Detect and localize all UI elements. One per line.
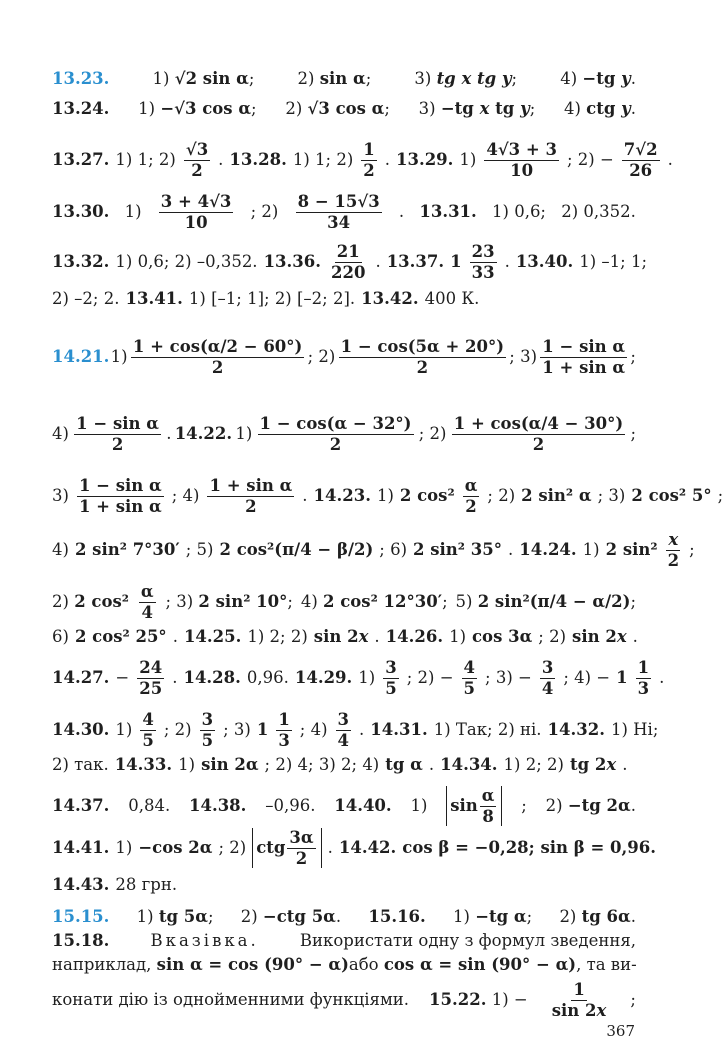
answer-line-1: 13.23. 1) √2 sin α; 2) sin α; 3) tg x tg y; 4) −tg y. bbox=[52, 69, 636, 88]
page-number: 367 bbox=[606, 1022, 635, 1040]
answer-line-12: 6) 2 cos² 25° . 14.25. 1) 2; 2) sin 2x . 14.26. 1) cos 3α ; 2) sin 2x . bbox=[52, 627, 638, 646]
answer-line-13: 14.27. − $\frac{24}{25}$ . 14.28. 0,96. 14.29. 1) $\frac{3}{5}$ ; 2) − $\frac{4}{5}$ ; 3) − $\frac{3}{4}$ ; 4) − 1 $\frac{1}{3}$ . bbox=[52, 657, 665, 698]
answer-line-15: 2) так. 14.33. 1) sin 2α ; 2) 4; 3) 2; 4) tg α . 14.34. 1) 2; 2) tg 2x . bbox=[52, 755, 628, 774]
answer-line-16: 14.37. 0,84. 14.38. –0,96. 14.40. 1) sin $\frac{\alpha}{8}$ ; 2) −tg 2α. bbox=[52, 785, 636, 826]
answer-line-17: 14.41. 1) −cos 2α ; 2) ctg $\frac{3\alpha}{2}$ . 14.42. cos β = −0,28; sin β = 0,96. bbox=[52, 827, 656, 868]
answer-line-18: 14.43. 28 грн. bbox=[52, 875, 178, 894]
answer-line-4: 13.30. 1) $\frac{3 + 4√3}{10}$ ; 2) $\frac{8 - 15√3}{34}$ . 13.31. 1) 0,6; 2) 0,352. bbox=[52, 191, 636, 232]
answer-line-2: 13.24. 1) −√3 cos α; 2) √3 cos α; 3) −tg x tg y; 4) ctg y. bbox=[52, 99, 636, 118]
answer-line-9: 3) $\frac{\text{1 − sin α}}{\text{1 + sin α}}$ ; 4) $\frac{\text{1 + sin α}}{2}$ . 14.23. 1) 2 cos² $\frac{\alpha}{2}$ ; 2) 2 sin² α ; 3) 2 cos² 5° ; bbox=[52, 475, 723, 516]
answer-line-14: 14.30. 1) $\frac{4}{5}$ ; 2) $\frac{3}{5}$ ; 3) 1 $\frac{1}{3}$ ; 4) $\frac{3}{4}$ . 14.31. 1) Так; 2) ні. 14.32. 1) Ні; bbox=[52, 709, 659, 750]
answer-line-19: 15.15. 1) tg 5α; 2) −ctg 5α. 15.16. 1) −tg α; 2) tg 6α. bbox=[52, 907, 636, 926]
answer-line-10: 4) 2 sin² 7°30′ ; 5) 2 cos²(π/4 − β/2) ; 6) 2 sin² 35° . 14.24. 1) 2 sin² $\frac{x}{2}$ ; bbox=[52, 529, 695, 570]
answer-line-3: 13.27. 1) 1; 2) $\frac{√3}{2}$ . 13.28. 1) 1; 2) $\frac{1}{2}$ . 13.29. 1) $\frac{4√3 + 3}{10}$ ; 2) − $\frac{7√2}{26}$ . bbox=[52, 139, 673, 180]
answer-line-6: 2) –2; 2. 13.41. 1) [–1; 1]; 2) [–2; 2]. 13.42. 400 К. bbox=[52, 289, 480, 308]
answer-line-8: 4) $\frac{\text{1 − sin α}}{2}$ . 14.22. 1) $\frac{1 - \cos(\alpha - 32^\circ)}{2}$ ; 2) $\frac{1 + \cos(\alpha/4 - 30^\circ)}{2}$ ; bbox=[52, 413, 636, 454]
answer-line-21: наприклад, sin α = cos (90° − α) або cos α = sin (90° − α), та ви- bbox=[52, 955, 637, 974]
answer-line-11: 2) 2 cos² $\frac{\alpha}{4}$ ; 3) 2 sin² 10°; 4) 2 cos² 12°30′; 5) 2 sin²(π/4 − α/2); bbox=[52, 581, 636, 622]
answer-line-7: 14.21. 1) $\frac{1 + \cos(\alpha/2 - 60^\circ)}{2}$ ; 2) $\frac{1 - \cos(5\alpha + 20^\circ)}{2}$ ; 3) $\frac{\text{1 − sin α}}{\text{1 + sin α}}$ ; bbox=[52, 336, 636, 377]
answer-line-22: конати дію із однойменними функціями. 15.22. 1) − $\frac{1}{\sin 2x}$ ; bbox=[52, 979, 636, 1020]
answer-line-20: 15.18. Вказівка. Використати одну з формул зведення, bbox=[52, 931, 636, 950]
answer-line-5: 13.32. 1) 0,6; 2) –0,352. 13.36. $\frac{21}{220}$ . 13.37. 1 $\frac{23}{33}$ . 13.40. 1) –1; 1; bbox=[52, 241, 648, 282]
